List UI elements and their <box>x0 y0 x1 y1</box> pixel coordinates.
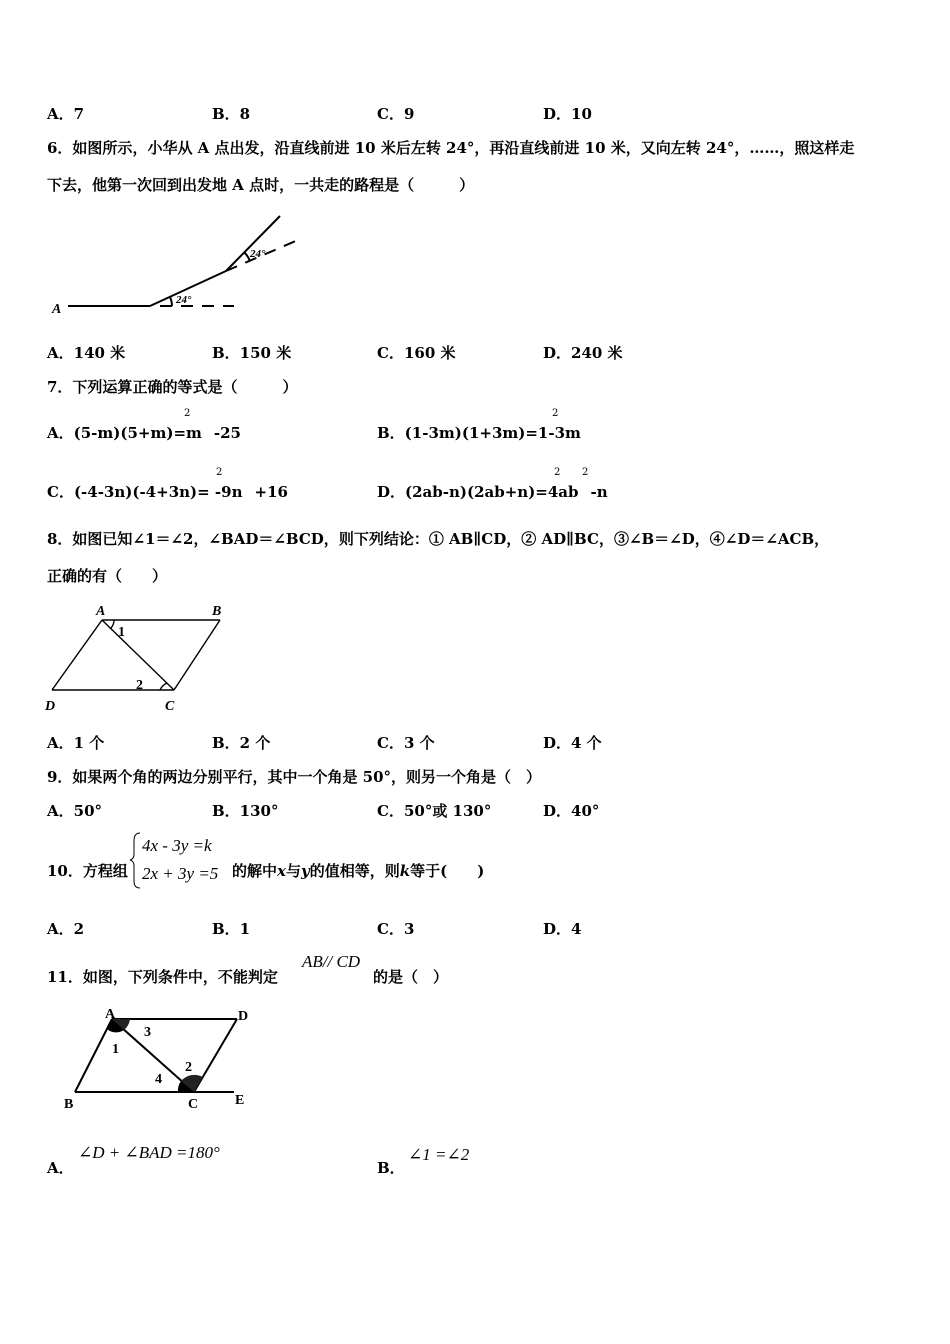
q11-num-2: 2 <box>185 1060 192 1075</box>
q5-option-b: B．8 <box>212 105 251 123</box>
q7-option-a-tail: -25 <box>213 424 241 442</box>
q8-stem-line1: 8．如图已知∠1＝∠2，∠BAD＝∠BCD，则下列结论：① AB∥CD，② AD∥BC，③∠B＝∠D，④∠D＝∠ACB， <box>47 530 830 548</box>
q6-option-a: A．140 米 <box>47 344 126 362</box>
q7-option-a-sup: 2 <box>184 408 191 419</box>
q11-num-4: 4 <box>155 1072 162 1087</box>
q10-var-k: k <box>399 862 411 880</box>
q8-stem-line2: 正确的有（ ） <box>47 567 168 585</box>
q8-label-b: B <box>212 604 222 619</box>
q10-option-c: C．3 <box>377 920 415 938</box>
q11-option-b-label: B． <box>377 1159 405 1177</box>
q5-option-d: D．10 <box>543 105 592 123</box>
q8-option-d: D．4 个 <box>543 734 602 752</box>
q11-side-ba <box>75 1019 112 1092</box>
q11-label-d: D <box>238 1009 249 1024</box>
q11-option-b-math: ∠1 =∠2 <box>408 1145 470 1164</box>
q8-option-a: A．1 个 <box>47 734 105 752</box>
q7-stem: 7．下列运算正确的等式是（ ） <box>47 378 298 396</box>
q7-option-d-text: D．(2ab-n)(2ab+n)=4ab <box>377 483 579 501</box>
q10-var-y: y <box>300 862 310 880</box>
q11-option-a-math: ∠D + ∠BAD =180° <box>78 1143 220 1162</box>
q10-suffix-3: 的值相等，则 <box>309 862 400 880</box>
q7-option-c-tail: +16 <box>254 483 288 501</box>
q6-point-a: A <box>52 302 62 317</box>
q7-option-b: B．(1-3m)(1+3m)=1-3m <box>377 424 581 442</box>
q10-prefix: 10．方程组 <box>47 862 128 880</box>
q9-stem: 9．如果两个角的两边分别平行，其中一个角是 50°，则另一个角是（ ） <box>47 768 542 786</box>
q11-label-b: B <box>64 1097 74 1112</box>
q8-option-b: B．2 个 <box>212 734 271 752</box>
q6-angle-label-2: 24° <box>250 248 266 260</box>
q7-option-b-sup: 2 <box>552 408 559 419</box>
q11-label-e: E <box>235 1093 245 1108</box>
q9-option-c: C．50°或 130° <box>377 802 492 820</box>
q5-option-a: A．7 <box>47 105 85 123</box>
q10-suffix-2: 与 <box>285 862 301 880</box>
q8-angle-1: 1 <box>118 625 125 640</box>
q8-angle-2: 2 <box>136 678 143 693</box>
q8-label-c: C <box>165 699 175 714</box>
q7-option-d-sup: 2 <box>554 467 561 478</box>
q7-option-c-sup: 2 <box>216 467 223 478</box>
q8-label-a: A <box>96 604 106 619</box>
q11-stem-suffix: 的是（ ） <box>373 968 449 986</box>
q7-option-a-text: A．(5-m)(5+m)=m <box>47 424 202 442</box>
q10-option-a: A．2 <box>47 920 85 938</box>
q11-num-3: 3 <box>144 1025 151 1040</box>
q8-label-d: D <box>45 699 56 714</box>
q10-var-x: x <box>277 862 286 880</box>
q6-option-d: D．240 米 <box>543 344 623 362</box>
q6-stem-line2: 下去，他第一次回到出发地 A 点时，一共走的路程是（ ） <box>47 176 475 194</box>
q10-suffix-4: 等于( ) <box>410 862 485 880</box>
q11-num-1: 1 <box>112 1042 119 1057</box>
q7-option-c-text: C．(-4-3n)(-4+3n)= -9n <box>47 483 243 501</box>
q6-angle-label-1: 24° <box>176 294 192 306</box>
q11-option-a-label: A． <box>47 1159 74 1177</box>
q6-option-c: C．160 米 <box>377 344 456 362</box>
q7-option-d-tail: -n <box>590 483 608 501</box>
q8-option-c: C．3 个 <box>377 734 435 752</box>
q10-option-b: B．1 <box>212 920 251 938</box>
q11-label-a: A <box>105 1007 116 1022</box>
q11-stem-math: AB// CD <box>302 952 361 971</box>
q9-option-b: B．130° <box>212 802 279 820</box>
q11-stem-prefix: 11．如图，下列条件中，不能判定 <box>47 968 278 986</box>
q6-stem-line1: 6．如图所示，小华从 A 点出发，沿直线前进 10 米后左转 24°，再沿直线前进 10 米，又向左转 24°，……，照这样走 <box>47 139 855 157</box>
q7-option-d-sup2: 2 <box>582 467 589 478</box>
q9-option-a: A．50° <box>47 802 103 820</box>
q10-suffix-1: 的解中 <box>232 862 278 880</box>
q6-option-b: B．150 米 <box>212 344 292 362</box>
q10-equation-1: 4x - 3y =k <box>142 836 212 855</box>
q11-label-c: C <box>188 1097 199 1112</box>
q10-option-d: D．4 <box>543 920 582 938</box>
q5-option-c: C．9 <box>377 105 415 123</box>
q9-option-d: D．40° <box>543 802 600 820</box>
q10-equation-2: 2x + 3y =5 <box>142 864 219 883</box>
